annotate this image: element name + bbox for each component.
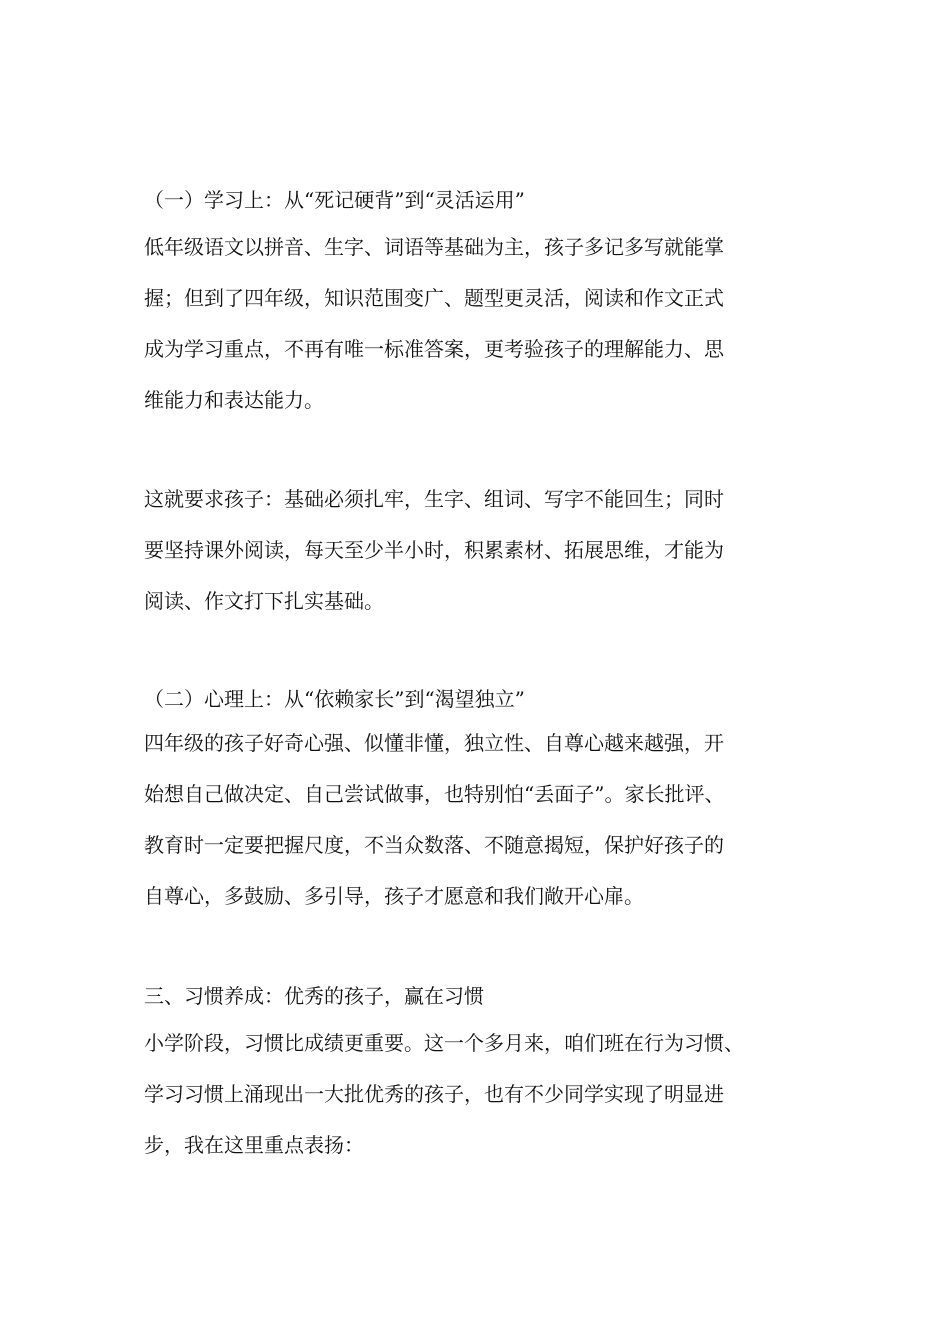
paragraph-line: 要坚持课外阅读，每天至少半小时，积累素材、拓展思维，才能为: [144, 538, 724, 562]
paragraph-line: 阅读、作文打下扎实基础。: [144, 589, 384, 613]
paragraph-line: 小学阶段，习惯比成绩更重要。这一个多月来，咱们班在行为习惯、: [144, 1031, 744, 1055]
paragraph-learning: [144, 222, 844, 426]
paragraph-line: 低年级语文以拼音、生字、词语等基础为主，孩子多记多写就能掌: [144, 235, 724, 259]
paragraph-psychology: [144, 718, 844, 922]
paragraph-line: 成为学习重点，不再有唯一标准答案，更考验孩子的理解能力、思: [144, 337, 724, 361]
paragraph-line: 四年级的孩子好奇心强、似懂非懂，独立性、自尊心越来越强，开: [144, 731, 724, 755]
paragraph-requirements: [144, 474, 844, 627]
paragraph-line: 握；但到了四年级，知识范围变广、题型更灵活，阅读和作文正式: [144, 286, 724, 310]
paragraph-line: 学习习惯上涌现出一大批优秀的孩子，也有不少同学实现了明显进: [144, 1082, 724, 1106]
paragraph-line: 自尊心，多鼓励、多引导，孩子才愿意和我们敞开心扉。: [144, 884, 644, 908]
section-heading-habits: 三、习惯养成：优秀的孩子，赢在习惯: [144, 984, 484, 1008]
paragraph-line: 这就要求孩子：基础必须扎牢，生字、组词、写字不能回生；同时: [144, 487, 724, 511]
section-heading-psychology: （二）心理上：从“依赖家长”到“渴望独立”: [144, 687, 525, 711]
section-heading-learning: （一）学习上：从“死记硬背”到“灵活运用”: [144, 188, 525, 212]
paragraph-line: 始想自己做决定、自己尝试做事，也特别怕“丢面子”。家长批评、: [144, 782, 725, 806]
paragraph-line: 步，我在这里重点表扬：: [144, 1133, 364, 1157]
section-learning: [144, 181, 844, 219]
paragraph-line: 教育时一定要把握尺度，不当众数落、不随意揭短，保护好孩子的: [144, 833, 724, 857]
section-habits: [144, 977, 844, 1015]
section-psychology: [144, 680, 844, 718]
paragraph-habits: [144, 1018, 844, 1171]
paragraph-line: 维能力和表达能力。: [144, 388, 324, 412]
